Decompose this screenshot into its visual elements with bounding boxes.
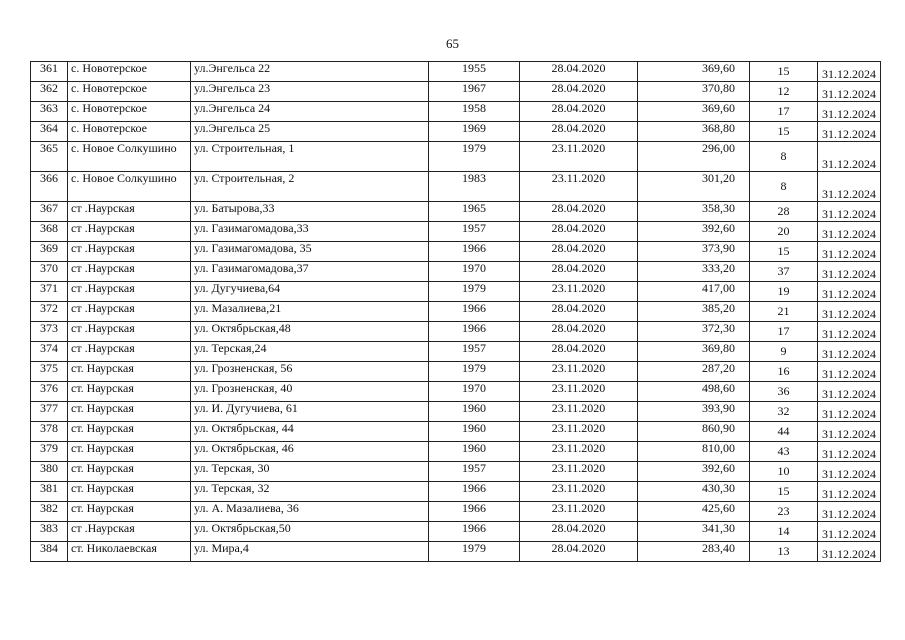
date-cell: 28.04.2020 [520,322,638,342]
date-cell: 28.04.2020 [520,542,638,562]
residents-count-cell: 13 [750,542,818,562]
date-cell: 28.04.2020 [520,102,638,122]
settlement-cell: с. Новое Солкушино [68,142,191,172]
table-row [31,282,881,302]
deadline-cell: 31.12.2024 [818,102,881,122]
build-year-cell: 1955 [429,62,520,82]
settlement-cell: ст .Наурская [68,202,191,222]
date-cell: 23.11.2020 [520,142,638,172]
settlement-cell: с. Новотерское [68,82,191,102]
row-number: 380 [31,462,68,482]
area-cell: 368,80 [638,122,750,142]
deadline-cell: 31.12.2024 [818,362,881,382]
build-year-cell: 1983 [429,172,520,202]
settlement-cell: ст .Наурская [68,342,191,362]
residents-count-cell: 15 [750,122,818,142]
deadline-cell: 31.12.2024 [818,62,881,82]
row-number: 377 [31,402,68,422]
row-number: 365 [31,142,68,172]
deadline-cell: 31.12.2024 [818,142,881,172]
row-number: 364 [31,122,68,142]
residents-count-cell: 19 [750,282,818,302]
area-cell: 393,90 [638,402,750,422]
address-cell: ул. Терская,24 [191,342,429,362]
residents-count-cell: 17 [750,102,818,122]
table-row [31,522,881,542]
settlement-cell: ст. Наурская [68,462,191,482]
build-year-cell: 1965 [429,202,520,222]
address-cell: ул.Энгельса 25 [191,122,429,142]
build-year-cell: 1979 [429,362,520,382]
table-row [31,462,881,482]
settlement-cell: ст. Наурская [68,422,191,442]
row-number: 369 [31,242,68,262]
row-number: 361 [31,62,68,82]
build-year-cell: 1966 [429,242,520,262]
residents-count-cell: 37 [750,262,818,282]
area-cell: 333,20 [638,262,750,282]
area-cell: 392,60 [638,462,750,482]
table-row [31,222,881,242]
area-cell: 341,30 [638,522,750,542]
residents-count-cell: 44 [750,422,818,442]
table-row [31,442,881,462]
deadline-cell: 31.12.2024 [818,242,881,262]
row-number: 373 [31,322,68,342]
address-cell: ул.Энгельса 23 [191,82,429,102]
row-number: 378 [31,422,68,442]
deadline-cell: 31.12.2024 [818,542,881,562]
deadline-cell: 31.12.2024 [818,342,881,362]
residents-count-cell: 12 [750,82,818,102]
table-row [31,202,881,222]
residents-count-cell: 10 [750,462,818,482]
settlement-cell: ст .Наурская [68,222,191,242]
row-number: 382 [31,502,68,522]
settlement-cell: ст. Наурская [68,482,191,502]
residents-count-cell: 8 [750,142,818,172]
row-number: 383 [31,522,68,542]
date-cell: 23.11.2020 [520,382,638,402]
date-cell: 28.04.2020 [520,342,638,362]
row-number: 379 [31,442,68,462]
build-year-cell: 1966 [429,522,520,542]
residents-count-cell: 32 [750,402,818,422]
residents-count-cell: 43 [750,442,818,462]
table-body [31,62,881,562]
date-cell: 23.11.2020 [520,502,638,522]
area-cell: 369,60 [638,102,750,122]
deadline-cell: 31.12.2024 [818,322,881,342]
address-cell: ул. Октябрьская,50 [191,522,429,542]
build-year-cell: 1966 [429,502,520,522]
settlement-cell: ст .Наурская [68,522,191,542]
row-number: 376 [31,382,68,402]
address-cell: ул. Мира,4 [191,542,429,562]
residents-count-cell: 16 [750,362,818,382]
area-cell: 370,80 [638,82,750,102]
settlement-cell: с. Новотерское [68,62,191,82]
row-number: 362 [31,82,68,102]
area-cell: 498,60 [638,382,750,402]
settlement-cell: с. Новотерское [68,122,191,142]
row-number: 366 [31,172,68,202]
residents-count-cell: 9 [750,342,818,362]
page-number: 65 [446,36,459,51]
deadline-cell: 31.12.2024 [818,462,881,482]
area-cell: 287,20 [638,362,750,382]
build-year-cell: 1957 [429,222,520,242]
date-cell: 28.04.2020 [520,262,638,282]
row-number: 375 [31,362,68,382]
address-cell: ул. И. Дугучиева, 61 [191,402,429,422]
settlement-cell: ст. Наурская [68,502,191,522]
date-cell: 23.11.2020 [520,172,638,202]
deadline-cell: 31.12.2024 [818,502,881,522]
table-row [31,302,881,322]
date-cell: 23.11.2020 [520,402,638,422]
settlement-cell: ст .Наурская [68,262,191,282]
build-year-cell: 1966 [429,302,520,322]
address-cell: ул. Дугучиева,64 [191,282,429,302]
date-cell: 23.11.2020 [520,362,638,382]
row-number: 363 [31,102,68,122]
address-cell: ул. Газимагомадова,33 [191,222,429,242]
area-cell: 373,90 [638,242,750,262]
row-number: 372 [31,302,68,322]
table-row [31,382,881,402]
build-year-cell: 1970 [429,262,520,282]
area-cell: 430,30 [638,482,750,502]
settlement-cell: с. Новотерское [68,102,191,122]
settlement-cell: ст .Наурская [68,242,191,262]
area-cell: 296,00 [638,142,750,172]
address-cell: ул. Строительная, 2 [191,172,429,202]
deadline-cell: 31.12.2024 [818,442,881,462]
deadline-cell: 31.12.2024 [818,202,881,222]
build-year-cell: 1958 [429,102,520,122]
area-cell: 372,30 [638,322,750,342]
deadline-cell: 31.12.2024 [818,172,881,202]
settlement-cell: с. Новое Солкушино [68,172,191,202]
row-number: 367 [31,202,68,222]
table-row [31,402,881,422]
table-row [31,362,881,382]
table-row [31,172,881,202]
deadline-cell: 31.12.2024 [818,522,881,542]
residents-count-cell: 21 [750,302,818,322]
settlement-cell: ст .Наурская [68,322,191,342]
residents-count-cell: 28 [750,202,818,222]
address-cell: ул. Октябрьская, 46 [191,442,429,462]
build-year-cell: 1979 [429,282,520,302]
address-cell: ул. Октябрьская, 44 [191,422,429,442]
residents-count-cell: 15 [750,482,818,502]
date-cell: 28.04.2020 [520,522,638,542]
date-cell: 28.04.2020 [520,122,638,142]
deadline-cell: 31.12.2024 [818,422,881,442]
date-cell: 23.11.2020 [520,482,638,502]
build-year-cell: 1967 [429,82,520,102]
table-row [31,482,881,502]
area-cell: 425,60 [638,502,750,522]
row-number: 374 [31,342,68,362]
residents-count-cell: 8 [750,172,818,202]
area-cell: 369,60 [638,62,750,82]
date-cell: 28.04.2020 [520,242,638,262]
settlement-cell: ст .Наурская [68,302,191,322]
date-cell: 28.04.2020 [520,222,638,242]
table-row [31,262,881,282]
address-cell: ул. Мазалиева,21 [191,302,429,322]
residents-count-cell: 23 [750,502,818,522]
table-row [31,62,881,82]
build-year-cell: 1979 [429,142,520,172]
address-cell: ул. А. Мазалиева, 36 [191,502,429,522]
build-year-cell: 1957 [429,342,520,362]
residents-count-cell: 15 [750,62,818,82]
residents-count-cell: 15 [750,242,818,262]
deadline-cell: 31.12.2024 [818,282,881,302]
date-cell: 23.11.2020 [520,462,638,482]
table-row [31,102,881,122]
area-cell: 369,80 [638,342,750,362]
table-row [31,122,881,142]
row-number: 371 [31,282,68,302]
deadline-cell: 31.12.2024 [818,382,881,402]
build-year-cell: 1960 [429,422,520,442]
area-cell: 358,30 [638,202,750,222]
area-cell: 385,20 [638,302,750,322]
date-cell: 23.11.2020 [520,422,638,442]
address-cell: ул.Энгельса 24 [191,102,429,122]
area-cell: 301,20 [638,172,750,202]
settlement-cell: ст. Наурская [68,442,191,462]
area-cell: 417,00 [638,282,750,302]
area-cell: 283,40 [638,542,750,562]
row-number: 370 [31,262,68,282]
residents-count-cell: 36 [750,382,818,402]
area-cell: 810,00 [638,442,750,462]
deadline-cell: 31.12.2024 [818,122,881,142]
deadline-cell: 31.12.2024 [818,262,881,282]
table-row [31,322,881,342]
deadline-cell: 31.12.2024 [818,302,881,322]
area-cell: 392,60 [638,222,750,242]
date-cell: 23.11.2020 [520,282,638,302]
build-year-cell: 1960 [429,442,520,462]
settlement-cell: ст. Наурская [68,362,191,382]
table-row [31,542,881,562]
area-cell: 860,90 [638,422,750,442]
build-year-cell: 1960 [429,402,520,422]
settlement-cell: ст. Наурская [68,382,191,402]
residents-count-cell: 14 [750,522,818,542]
residents-count-cell: 20 [750,222,818,242]
address-cell: ул. Газимагомадова,37 [191,262,429,282]
address-cell: ул. Газимагомадова, 35 [191,242,429,262]
address-cell: ул. Батырова,33 [191,202,429,222]
build-year-cell: 1966 [429,482,520,502]
deadline-cell: 31.12.2024 [818,402,881,422]
address-cell: ул. Грозненская, 40 [191,382,429,402]
address-cell: ул. Терская, 30 [191,462,429,482]
build-year-cell: 1966 [429,322,520,342]
deadline-cell: 31.12.2024 [818,82,881,102]
settlement-cell: ст. Николаевская [68,542,191,562]
row-number: 368 [31,222,68,242]
address-cell: ул. Терская, 32 [191,482,429,502]
deadline-cell: 31.12.2024 [818,482,881,502]
table-row [31,82,881,102]
address-cell: ул. Грозненская, 56 [191,362,429,382]
residents-count-cell: 17 [750,322,818,342]
build-year-cell: 1970 [429,382,520,402]
date-cell: 28.04.2020 [520,302,638,322]
settlement-cell: ст .Наурская [68,282,191,302]
address-cell: ул. Строительная, 1 [191,142,429,172]
build-year-cell: 1957 [429,462,520,482]
table-row [31,502,881,522]
build-year-cell: 1969 [429,122,520,142]
table-row [31,342,881,362]
table-row [31,242,881,262]
settlement-cell: ст. Наурская [68,402,191,422]
row-number: 381 [31,482,68,502]
table-row [31,422,881,442]
date-cell: 23.11.2020 [520,442,638,462]
date-cell: 28.04.2020 [520,202,638,222]
housing-registry-table [30,61,881,562]
address-cell: ул. Октябрьская,48 [191,322,429,342]
address-cell: ул.Энгельса 22 [191,62,429,82]
row-number: 384 [31,542,68,562]
date-cell: 28.04.2020 [520,62,638,82]
deadline-cell: 31.12.2024 [818,222,881,242]
build-year-cell: 1979 [429,542,520,562]
table-row [31,142,881,172]
date-cell: 28.04.2020 [520,82,638,102]
